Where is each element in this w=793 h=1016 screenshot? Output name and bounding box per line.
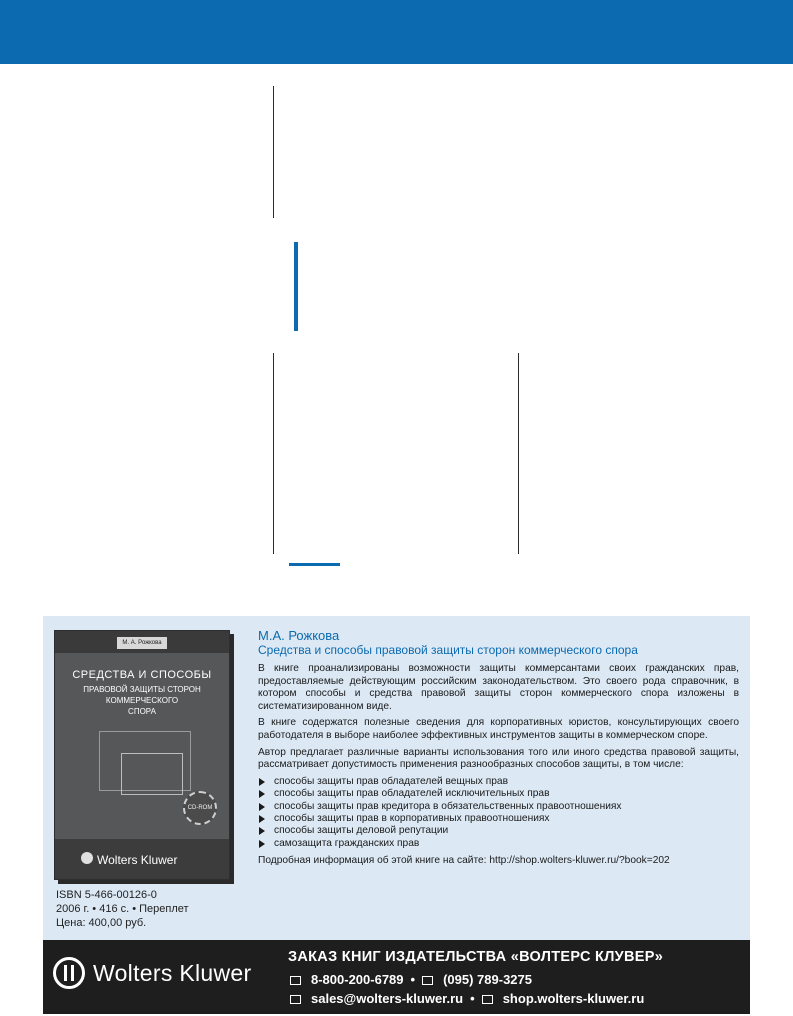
ad-bullet-text: способы защиты прав кредитора в обязательственных правоотношениях xyxy=(274,800,622,812)
contact-phones xyxy=(290,972,532,987)
ad-text-column xyxy=(258,628,739,867)
fax-icon xyxy=(422,976,433,985)
email-address[interactable]: sales@wolters-kluwer.ru xyxy=(311,991,464,1006)
ad-bullet-list xyxy=(258,776,739,850)
bullet-triangle-icon xyxy=(259,803,265,811)
top-color-band xyxy=(0,0,793,64)
shop-icon xyxy=(482,995,493,1004)
book-cover-title-line1: СРЕДСТВА И СПОСОБЫ xyxy=(72,669,212,681)
ad-paragraph: Автор предлагает различные варианты использования того или иного средства правовой защиты, рассматривает допустимость применения разнообразных способов защиты, в том числе: xyxy=(258,746,739,771)
bullet-triangle-icon xyxy=(259,840,265,848)
book-meta xyxy=(56,888,189,930)
bullet-triangle-icon xyxy=(259,778,265,786)
ad-paragraph: В книге проанализированы возможности защиты коммерсантами своих гражданских прав, предоставляемые действующим российским законодательством. Это своего рода справочник, в котором способы и средства правовой защиты сторон коммерческого спора изложены в систематизированном виде. xyxy=(258,663,739,712)
column-divider-top xyxy=(273,86,274,218)
book-cover-illustration-inner xyxy=(121,753,183,795)
separator-dot: • xyxy=(470,991,475,1006)
wolters-kluwer-small-logo-icon xyxy=(81,852,93,864)
email-icon xyxy=(290,995,301,1004)
ad-paragraph: В книге содержатся полезные сведения для корпоративных юристов, консультирующих своего работодателя в выборе наиболее эффективных инструментов защиты в коммерческом споре. xyxy=(258,717,739,741)
book-cover-footer xyxy=(55,839,229,879)
bullet-triangle-icon xyxy=(259,815,265,823)
column-divider-left xyxy=(273,353,274,554)
fax-number[interactable]: (095) 789-3275 xyxy=(443,972,532,987)
book-cover-title-line3: КОММЕРЧЕСКОГО xyxy=(105,696,179,705)
book-edition: 2006 г. • 416 с. • Переплет xyxy=(56,903,189,915)
book-price: Цена: 400,00 руб. xyxy=(56,917,147,929)
ad-bullet-item xyxy=(258,801,739,813)
ad-bullet-text: способы защиты прав обладателей исключительных прав xyxy=(274,788,550,800)
blue-accent-bar xyxy=(294,242,298,331)
order-footer xyxy=(43,940,750,1014)
contact-web xyxy=(290,991,644,1006)
book-cover-title-line2: ПРАВОВОЙ ЗАЩИТЫ СТОРОН xyxy=(83,685,201,694)
ad-bullet-text: способы защиты деловой репутации xyxy=(274,825,449,837)
book-cover-brand: Wolters Kluwer xyxy=(97,853,178,867)
blue-underline xyxy=(289,563,340,566)
more-info-link[interactable]: Подробная информация об этой книге на сайте: http://shop.wolters-kluwer.ru/?book=202 xyxy=(258,855,670,867)
ad-bullet-text: способы защиты прав в корпоративных правоотношениях xyxy=(274,812,550,824)
book-cover-title-line4: СПОРА xyxy=(128,707,156,716)
ad-bullet-text: самозащита гражданских прав xyxy=(274,837,420,849)
shop-url[interactable]: shop.wolters-kluwer.ru xyxy=(502,991,645,1006)
book-cover-top-strip xyxy=(55,631,229,653)
wolters-kluwer-logo-icon xyxy=(53,957,85,989)
ad-bullet-item xyxy=(258,825,739,837)
ad-bullet-item xyxy=(258,788,739,800)
book-isbn: ISBN 5-466-00126-0 xyxy=(56,889,157,901)
separator-dot: • xyxy=(410,972,416,987)
phone-icon xyxy=(290,976,301,985)
book-cover-image xyxy=(54,630,230,880)
order-title: ЗАКАЗ КНИГ ИЗДАТЕЛЬСТВА «ВОЛТЕРС КЛУВЕР» xyxy=(288,949,664,965)
column-divider-right xyxy=(518,353,519,554)
ad-author: М.А. Рожкова xyxy=(258,628,340,643)
book-cover-title xyxy=(55,669,229,717)
ad-book-title: Средства и способы правовой защиты сторон коммерческого спора xyxy=(258,643,638,657)
bullet-triangle-icon xyxy=(259,827,265,835)
book-cover-author: М. А. Рожкова xyxy=(117,637,167,649)
ad-bullet-item xyxy=(258,776,739,788)
ad-bullet-text: способы защиты прав обладателей вещных прав xyxy=(274,775,508,787)
ad-bullet-item xyxy=(258,838,739,850)
footer-brand: Wolters Kluwer xyxy=(93,960,252,986)
phone-number[interactable]: 8-800-200-6789 xyxy=(311,972,404,987)
bullet-triangle-icon xyxy=(259,790,265,798)
cd-rom-badge: CD-ROM xyxy=(183,791,217,825)
ad-bullet-item xyxy=(258,813,739,825)
